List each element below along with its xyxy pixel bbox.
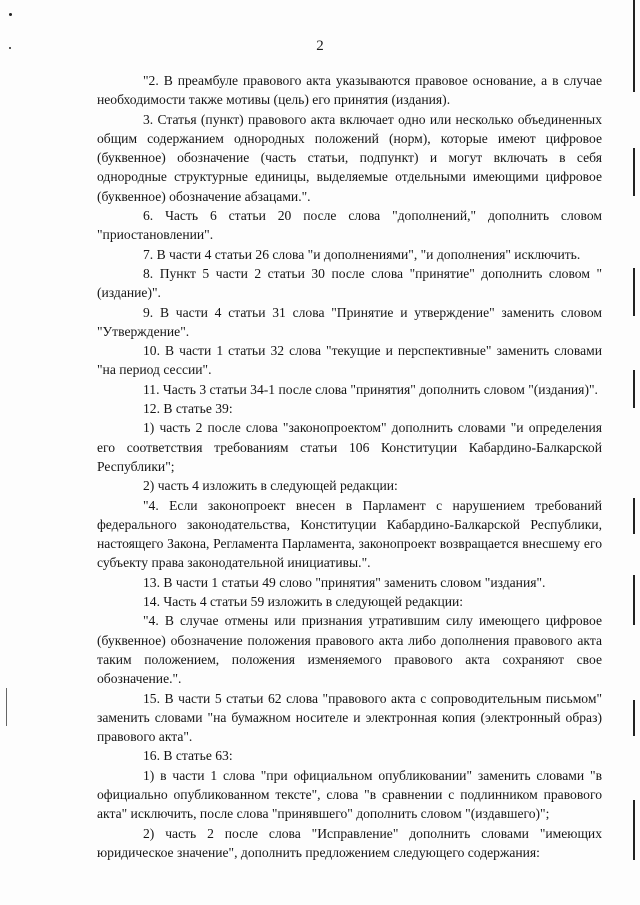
scan-artifact-edge (633, 498, 635, 534)
paragraph: 7. В части 4 статьи 26 слова "и дополнениями", "и дополнения" исключить. (143, 246, 581, 262)
scan-artifact-edge (633, 268, 635, 316)
paragraph: 9. В части 4 статьи 31 слова "Принятие и утверждение" заменить словом "Утверждение". (97, 304, 602, 339)
paragraph: 12. В статье 39: (143, 401, 233, 417)
paragraph: 6. Часть 6 статьи 20 после слова "дополнений," дополнить словом "приостановлении". (97, 208, 602, 243)
scan-artifact-edge (633, 700, 635, 736)
paragraph: 15. В части 5 статьи 62 слова "правового акта с сопроводительным письмом" заменить словами "на бумажном носителе и электронная копия (электронный образ) правового акта". (97, 690, 602, 745)
scan-artifact-edge (633, 148, 635, 196)
paragraph: 13. В части 1 статьи 49 слово "принятия" заменить словом "издания". (143, 574, 546, 590)
scan-artifact-edge (633, 575, 635, 625)
paragraph: 1) часть 2 после слова "законопроектом" дополнить словами "и определения его соответствия требованиям статьи 106 Конституции Кабардино-Балкарской Республики"; (97, 420, 602, 474)
scan-artifact-line (6, 688, 7, 726)
paragraph: "4. Если законопроект внесен в Парламент с нарушением требований федерального законодательства, Конституции Кабардино-Балкарской Республики, настоящего Закона, Регламента Парламента, законопроект возвращается внесшему его субъекту права законодательной инициативы.". (97, 497, 602, 571)
paragraph: 2) часть 4 изложить в следующей редакции: (143, 478, 398, 494)
paragraph: 16. В статье 63: (143, 748, 233, 764)
paragraph: "4. В случае отмены или признания утратившим силу имеющего цифровое (буквенное) обозначение положения правового акта либо дополнения правового акта таким положением, положения изменяемого правового акта сохраняют свое обозначение.". (97, 613, 602, 687)
paragraph: 3. Статья (пункт) правового акта включает одно или несколько объединенных общим содержанием однородных положений (норм), которые имеют цифровое (буквенное) обозначение (часть статьи, подпункт) и могут включать в себя однородные структурные единицы, выделяемые отдельными имеющими цифровое (буквенное) обозначение абзацами.". (97, 111, 602, 204)
paragraph: 11. Часть 3 статьи 34-1 после слова "принятия" дополнить словом "(издания)". (143, 381, 598, 397)
scan-artifact-dot (9, 13, 12, 16)
paragraph: 14. Часть 4 статьи 59 изложить в следующей редакции: (143, 594, 464, 610)
paragraph: 2) часть 2 после слова "Исправление" дополнить словами "имеющих юридическое значение", дополнить предложением следующего содержания: (97, 825, 602, 860)
document-body (97, 71, 602, 862)
paragraph: 1) в части 1 слова "при официальном опубликовании" заменить словами "в официально опубликованном тексте", слова "в сравнении с подлинником правового акта" исключить, после слова "принявшего" дополнить словом "(издавшего)"; (97, 767, 602, 822)
scan-artifact-edge (633, 800, 635, 860)
scan-artifact-edge (633, 370, 635, 408)
paragraph: 8. Пункт 5 части 2 статьи 30 после слова "принятие" дополнить словом "(издание)". (97, 265, 602, 301)
page-number: 2 (316, 38, 324, 54)
paragraph: 10. В части 1 статьи 32 слова "текущие и перспективные" заменить словами "на период сессии". (97, 343, 602, 378)
paragraph: "2. В преамбуле правового акта указываются правовое основание, а в случае необходимости также мотивы (цель) его принятия (издания). (97, 73, 602, 108)
